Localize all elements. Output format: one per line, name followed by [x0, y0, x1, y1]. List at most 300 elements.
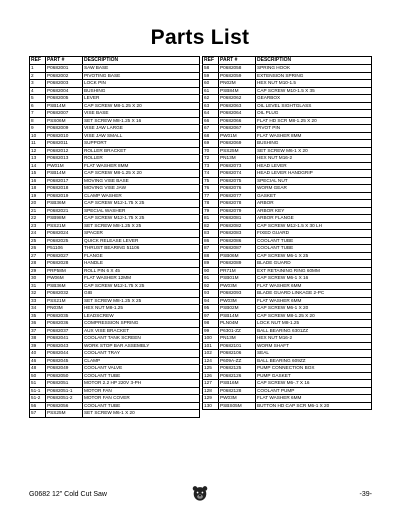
cell-description: CAP SCREW M12-1.75 X 25 — [83, 200, 200, 208]
cell-part-number: P0682066 — [219, 117, 256, 125]
cell-part-number: P0682051 — [46, 380, 83, 388]
cell-ref: 51-1 — [30, 387, 46, 395]
cell-ref: 67 — [203, 125, 219, 133]
cell-description: WORM SHAFT — [256, 342, 372, 350]
cell-part-number: PSS21M — [46, 222, 83, 230]
cell-ref: 15 — [30, 170, 46, 178]
cell-description: FIXED GUARD — [256, 230, 372, 238]
table-row — [203, 282, 372, 290]
cell-ref: 61 — [203, 87, 219, 95]
cell-description: HEAD LEVER HANDGRIP — [256, 170, 372, 178]
cell-description: MOTOR FAN — [83, 387, 200, 395]
table-row — [30, 200, 200, 208]
cell-part-number: P0682089 — [219, 260, 256, 268]
cell-description: SET SCREW M6-1 X 20 — [256, 147, 372, 155]
cell-ref: 32 — [30, 290, 46, 298]
table-row — [203, 132, 372, 140]
cell-part-number: PLN04M — [219, 320, 256, 328]
parts-table-right — [202, 56, 372, 410]
table-row — [30, 177, 200, 185]
cell-description: SPRING HOOK — [256, 65, 372, 73]
cell-ref: 25 — [30, 237, 46, 245]
cell-ref: 30 — [30, 275, 46, 283]
cell-description: LOCK PIN — [83, 80, 200, 88]
table-row — [30, 380, 200, 388]
cell-part-number: PSS25M — [219, 147, 256, 155]
table-row — [30, 320, 200, 328]
cell-part-number: P0682045 — [46, 357, 83, 365]
cell-description: COOLANT TRAY — [83, 350, 200, 358]
cell-part-number: P0682078 — [219, 200, 256, 208]
cell-description: MOVING VISE BASE — [83, 177, 200, 185]
grizzly-bear-logo-icon — [191, 484, 209, 502]
cell-part-number: P0682093 — [219, 290, 256, 298]
cell-description: COOLANT TUBE — [83, 372, 200, 380]
cell-part-number: P0682067 — [219, 125, 256, 133]
cell-description: HEX NUT M8-1.25 — [83, 305, 200, 313]
cell-part-number: P0682063 — [219, 102, 256, 110]
table-row — [30, 357, 200, 365]
cell-part-number: P0682021 — [46, 207, 83, 215]
cell-part-number: P0682086 — [219, 237, 256, 245]
cell-ref: 5 — [30, 95, 46, 103]
table-row — [203, 380, 372, 388]
cell-part-number: P0682079 — [219, 207, 256, 215]
table-row — [203, 305, 372, 313]
cell-part-number: PSB84M — [219, 87, 256, 95]
cell-part-number: PSS21M — [46, 297, 83, 305]
cell-description: LOCK NUT M8-1.25 — [256, 320, 372, 328]
cell-part-number: P0682074 — [219, 170, 256, 178]
cell-part-number: P0682018 — [46, 185, 83, 193]
cell-ref: 82 — [203, 222, 219, 230]
cell-ref: 127 — [203, 380, 219, 388]
cell-description: BALL BEARING 6301ZZ — [256, 327, 372, 335]
cell-description: SET SCREW M8-1.25 X 25 — [83, 297, 200, 305]
cell-ref: 79 — [203, 207, 219, 215]
cell-ref: 40 — [30, 350, 46, 358]
cell-description: EXTENSION SPRING — [256, 72, 372, 80]
cell-part-number: PN13M — [219, 335, 256, 343]
cell-ref: 21 — [30, 207, 46, 215]
table-row — [30, 387, 200, 395]
cell-ref: 36 — [30, 320, 46, 328]
cell-description: ARBOR — [256, 200, 372, 208]
cell-part-number: P0682069 — [219, 140, 256, 148]
table-row — [30, 297, 200, 305]
cell-ref: 46 — [30, 357, 46, 365]
table-row — [203, 297, 372, 305]
table-row — [203, 327, 372, 335]
cell-ref: 48 — [30, 365, 46, 373]
table-row — [30, 87, 200, 95]
cell-description: COOLANT VALVE — [83, 365, 200, 373]
cell-ref: 100 — [203, 335, 219, 343]
cell-description: FLAT WASHER 8MM — [83, 162, 200, 170]
cell-ref: 18 — [30, 185, 46, 193]
table-row — [203, 290, 372, 298]
cell-description: GIB — [83, 290, 200, 298]
header-description: DESCRIPTION — [83, 57, 200, 65]
cell-ref: 1 — [30, 65, 46, 73]
cell-description: FLAT WASHER 8MM — [256, 132, 372, 140]
cell-description: MOTOR 2.2 HP 220V 3-PH — [83, 380, 200, 388]
cell-part-number: PW01M — [219, 132, 256, 140]
cell-part-number: P0682064 — [219, 110, 256, 118]
cell-part-number: P0682041 — [46, 335, 83, 343]
cell-part-number: P0682012 — [46, 147, 83, 155]
header-description: DESCRIPTION — [256, 57, 372, 65]
cell-ref: 98 — [203, 320, 219, 328]
cell-description: CAP SCREW M12-1.75 X 25 — [83, 215, 200, 223]
cell-description: BUSHING — [83, 87, 200, 95]
cell-ref: 38 — [30, 335, 46, 343]
cell-ref: 87 — [203, 245, 219, 253]
table-row — [30, 260, 200, 268]
cell-description: COOLANT TANK SCREEN — [83, 335, 200, 343]
cell-ref: 70 — [203, 147, 219, 155]
cell-description: SET SCREW M6-1 X 20 — [83, 410, 200, 418]
cell-ref: 130 — [203, 402, 219, 410]
cell-part-number: P0682028 — [46, 260, 83, 268]
cell-part-number: P0682036 — [46, 320, 83, 328]
table-row — [203, 95, 372, 103]
cell-description: HEX NUT M16-2 — [256, 155, 372, 163]
table-row — [30, 185, 200, 193]
cell-ref: 19 — [30, 192, 46, 200]
cell-part-number: PW03M — [219, 395, 256, 403]
cell-part-number: P0682083 — [219, 230, 256, 238]
cell-ref: 92 — [203, 282, 219, 290]
table-row — [203, 72, 372, 80]
cell-description: CAP SCREW M10-1.5 X 35 — [256, 87, 372, 95]
cell-part-number: P0682005 — [46, 95, 83, 103]
cell-ref: 34 — [30, 305, 46, 313]
cell-description: CAP SCREW M6-1 X 16 — [256, 275, 372, 283]
cell-part-number: P0682128 — [219, 387, 256, 395]
cell-ref: 64 — [203, 110, 219, 118]
table-row — [203, 207, 372, 215]
cell-part-number: PSS25M — [46, 410, 83, 418]
cell-part-number: P0682037 — [46, 327, 83, 335]
table-row — [30, 192, 200, 200]
table-row — [30, 267, 200, 275]
cell-description: HEX NUT M16-2 — [256, 335, 372, 343]
cell-part-number: PSB06M — [219, 252, 256, 260]
cell-description: SPECIAL WASHER — [83, 207, 200, 215]
parts-table-left — [29, 56, 200, 418]
cell-part-number: PN02M — [219, 80, 256, 88]
table-row — [30, 95, 200, 103]
cell-description: PIVOTING BASE — [83, 72, 200, 80]
cell-ref: 24 — [30, 230, 46, 238]
cell-description: HANDLE — [83, 260, 200, 268]
cell-part-number: P0682051-1 — [46, 387, 83, 395]
cell-ref: 28 — [30, 260, 46, 268]
cell-ref: 69 — [203, 140, 219, 148]
cell-ref: 76 — [203, 185, 219, 193]
cell-ref: 95 — [203, 305, 219, 313]
table-row — [203, 177, 372, 185]
cell-description: BUSHING — [256, 140, 372, 148]
cell-description: CAP SCREW M6-1 X 25 — [256, 252, 372, 260]
cell-part-number: PW03M — [219, 282, 256, 290]
cell-part-number: P0682003 — [46, 80, 83, 88]
cell-part-number: P0682019 — [46, 192, 83, 200]
cell-description: THRUST BEARING 51106 — [83, 245, 200, 253]
cell-ref: 63 — [203, 102, 219, 110]
cell-description: OIL LEVEL SIGHTGLASS — [256, 102, 372, 110]
table-row — [203, 402, 372, 410]
cell-ref: 125 — [203, 365, 219, 373]
table-row — [30, 147, 200, 155]
table-row — [203, 275, 372, 283]
cell-ref: 88 — [203, 252, 219, 260]
cell-description: ROLL PIN 6 X 45 — [83, 267, 200, 275]
table-row — [30, 335, 200, 343]
cell-part-number: P0682056 — [46, 402, 83, 410]
table-row — [30, 132, 200, 140]
table-row — [30, 207, 200, 215]
cell-part-number: P0682126 — [219, 372, 256, 380]
table-row — [203, 372, 372, 380]
cell-part-number: PSS06M — [46, 117, 83, 125]
page-number: -39- — [359, 491, 372, 498]
cell-part-number: P0682011 — [46, 140, 83, 148]
table-row — [203, 87, 372, 95]
table-row — [203, 365, 372, 373]
table-row — [30, 110, 200, 118]
cell-part-number: PSB14M — [219, 312, 256, 320]
cell-ref: 31 — [30, 282, 46, 290]
cell-ref: 33 — [30, 297, 46, 305]
table-row — [203, 192, 372, 200]
cell-description: WORM GEAR — [256, 185, 372, 193]
cell-ref: 83 — [203, 230, 219, 238]
cell-part-number: P0682001 — [46, 65, 83, 73]
cell-part-number: PW06M — [46, 275, 83, 283]
cell-ref: 13 — [30, 155, 46, 163]
table-row — [30, 402, 200, 410]
cell-ref: 59 — [203, 72, 219, 80]
table-row — [30, 65, 200, 73]
cell-description: PUMP CONNECTION BOX — [256, 365, 372, 373]
cell-description: CLAMP — [83, 357, 200, 365]
cell-description: CAP SCREW M6-1 X 20 — [256, 305, 372, 313]
cell-ref: 6 — [30, 102, 46, 110]
cell-description: BLADE GUARD LINKAGE 2-PC — [256, 290, 372, 298]
cell-description: WORK STOP BAR ASSEMBLY — [83, 342, 200, 350]
footer-model: G0682 12" Cold Cut Saw — [29, 491, 107, 498]
table-row — [30, 395, 200, 403]
cell-part-number: P0682125 — [219, 365, 256, 373]
cell-ref: 97 — [203, 312, 219, 320]
cell-part-number: P0682027 — [46, 252, 83, 260]
cell-part-number: P0682007 — [46, 110, 83, 118]
table-row — [30, 80, 200, 88]
cell-description: FLAT WASHER 6MM — [256, 297, 372, 305]
cell-ref: 90 — [203, 267, 219, 275]
cell-part-number: P0682075 — [219, 177, 256, 185]
cell-part-number: P0682010 — [46, 132, 83, 140]
cell-part-number: PN13M — [219, 155, 256, 163]
cell-part-number: PW01M — [46, 162, 83, 170]
cell-ref: 57 — [30, 410, 46, 418]
table-row — [30, 230, 200, 238]
table-row — [203, 395, 372, 403]
cell-part-number: PSB02M — [219, 305, 256, 313]
header-part-number: PART # — [46, 57, 83, 65]
table-row — [203, 65, 372, 73]
cell-part-number: P0682059 — [219, 72, 256, 80]
cell-description: CAP SCREW M8-1.25 X 20 — [256, 312, 372, 320]
table-row — [30, 342, 200, 350]
table-header-row — [203, 57, 372, 65]
cell-part-number: P0682035 — [46, 312, 83, 320]
cell-description: CAP SCREW M6-.7 X 16 — [256, 380, 372, 388]
cell-ref: 22 — [30, 215, 46, 223]
cell-description: BALL BEARING 609ZZ — [256, 357, 372, 365]
cell-part-number: PSB14M — [46, 102, 83, 110]
cell-ref: 9 — [30, 125, 46, 133]
cell-part-number: P0682087 — [219, 245, 256, 253]
cell-ref: 77 — [203, 192, 219, 200]
table-row — [30, 215, 200, 223]
table-row — [30, 155, 200, 163]
cell-description: SUPPORT — [83, 140, 200, 148]
cell-part-number: PSBS05M — [219, 402, 256, 410]
table-row — [30, 252, 200, 260]
table-row — [203, 110, 372, 118]
cell-ref: 37 — [30, 327, 46, 335]
cell-ref: 128 — [203, 387, 219, 395]
cell-ref: 56 — [30, 402, 46, 410]
table-row — [203, 147, 372, 155]
table-row — [203, 252, 372, 260]
cell-ref: 86 — [203, 237, 219, 245]
cell-description: ARBOR FLANGE — [256, 215, 372, 223]
cell-ref: 73 — [203, 162, 219, 170]
cell-part-number: PSB16M — [219, 380, 256, 388]
cell-ref: 62 — [203, 95, 219, 103]
table-row — [30, 312, 200, 320]
table-row — [203, 350, 372, 358]
table-row — [203, 222, 372, 230]
table-row — [30, 222, 200, 230]
cell-description: OIL PLUG — [256, 110, 372, 118]
cell-ref: 3 — [30, 80, 46, 88]
cell-description: MOTOR FAN COVER — [83, 395, 200, 403]
table-row — [203, 335, 372, 343]
table-row — [30, 365, 200, 373]
cell-ref: 129 — [203, 395, 219, 403]
cell-description: SPACER — [83, 230, 200, 238]
cell-description: MOVING VISE JAW — [83, 185, 200, 193]
cell-part-number: P0682073 — [219, 162, 256, 170]
table-row — [203, 170, 372, 178]
table-row — [203, 342, 372, 350]
cell-description: AUX VISE BRACKET — [83, 327, 200, 335]
cell-part-number: P0682024 — [46, 230, 83, 238]
cell-part-number: P0682032 — [46, 290, 83, 298]
cell-description: CAP SCREW M8-1.25 X 20 — [83, 102, 200, 110]
cell-part-number: P0682004 — [46, 87, 83, 95]
table-row — [30, 327, 200, 335]
cell-ref: 101 — [203, 342, 219, 350]
cell-description: COOLANT TUBE — [256, 237, 372, 245]
cell-ref: 16 — [30, 177, 46, 185]
header-part-number: PART # — [219, 57, 256, 65]
cell-ref: 124 — [203, 357, 219, 365]
cell-description: QUICK RELEASE LEVER — [83, 237, 200, 245]
cell-ref: 10 — [30, 132, 46, 140]
cell-ref: 99 — [203, 327, 219, 335]
cell-ref: 81 — [203, 215, 219, 223]
cell-description: ROLLER BRACKET — [83, 147, 200, 155]
cell-ref: 23 — [30, 222, 46, 230]
cell-description: COOLANT TUBE — [256, 245, 372, 253]
cell-ref: 12 — [30, 147, 46, 155]
cell-part-number: P0682076 — [219, 185, 256, 193]
cell-ref: 7 — [30, 110, 46, 118]
cell-ref: 68 — [203, 132, 219, 140]
cell-part-number: P0682044 — [46, 350, 83, 358]
cell-description: VISE JAW SMALL — [83, 132, 200, 140]
cell-ref: 35 — [30, 312, 46, 320]
cell-part-number: PW03M — [219, 297, 256, 305]
cell-ref: 74 — [203, 170, 219, 178]
cell-description: BUTTON HD CAP SCR M6-1 X 20 — [256, 402, 372, 410]
cell-description: FLAT WASHER 6MM — [256, 395, 372, 403]
cell-part-number: PSB98M — [46, 215, 83, 223]
cell-description: FLAT WASHER 6MM — [256, 282, 372, 290]
cell-part-number: P6301-ZZ — [219, 327, 256, 335]
cell-part-number: P0682050 — [46, 372, 83, 380]
table-row — [30, 102, 200, 110]
table-row — [30, 117, 200, 125]
cell-ref: 11 — [30, 140, 46, 148]
table-row — [30, 305, 200, 313]
cell-part-number: P609A-ZZ — [219, 357, 256, 365]
table-row — [203, 162, 372, 170]
cell-ref: 94 — [203, 297, 219, 305]
cell-description: CAP SCREW M12-1.75 X 25 — [83, 282, 200, 290]
cell-description: GEARBOX — [256, 95, 372, 103]
cell-part-number: P0682051-2 — [46, 395, 83, 403]
table-row — [203, 117, 372, 125]
cell-description: CAP SCREW M8-1.25 X 20 — [83, 170, 200, 178]
cell-ref: 66 — [203, 117, 219, 125]
cell-description: HEX NUT M10-1.5 — [256, 80, 372, 88]
table-row — [30, 290, 200, 298]
cell-ref: 89 — [203, 260, 219, 268]
cell-part-number: PSB14M — [46, 170, 83, 178]
cell-description: SET SCREW M8-1.25 X 25 — [83, 222, 200, 230]
cell-part-number: PN03M — [46, 305, 83, 313]
table-row — [203, 267, 372, 275]
table-row — [203, 80, 372, 88]
cell-description: HEAD LEVER — [256, 162, 372, 170]
table-row — [203, 387, 372, 395]
cell-description: VISE JAW LARGE — [83, 125, 200, 133]
cell-description: PUMP GASKET — [256, 372, 372, 380]
cell-part-number: P0682077 — [219, 192, 256, 200]
cell-part-number: P0682002 — [46, 72, 83, 80]
cell-part-number: P0682049 — [46, 365, 83, 373]
table-row — [203, 215, 372, 223]
cell-description: ARBOR KEY — [256, 207, 372, 215]
table-row — [30, 245, 200, 253]
